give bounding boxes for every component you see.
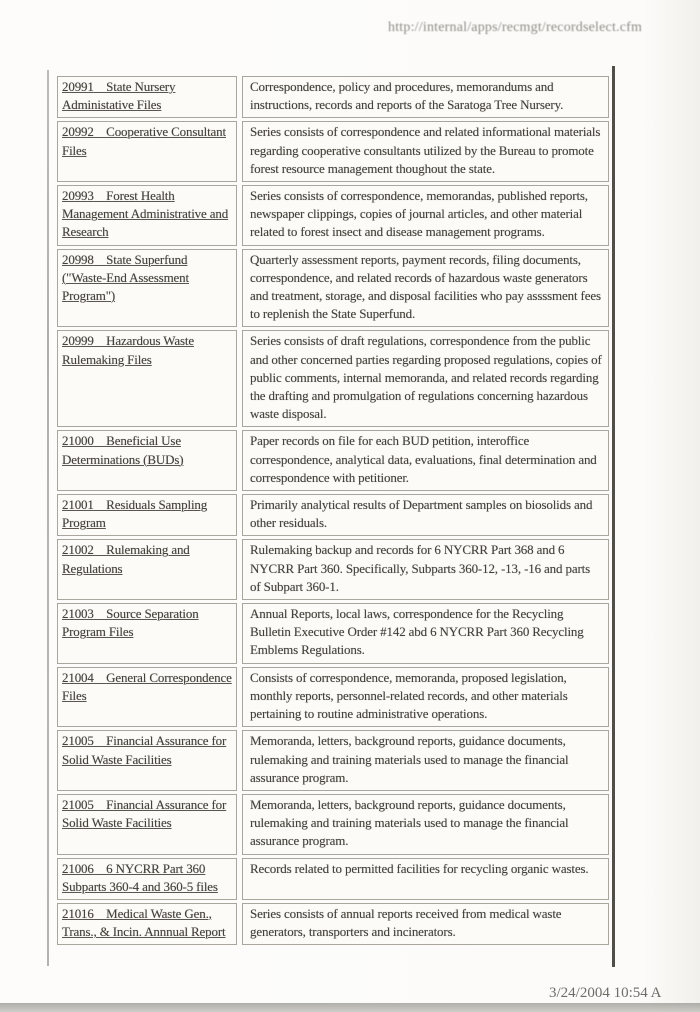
scan-edge-line xyxy=(47,70,49,966)
record-series-cell xyxy=(57,430,237,491)
record-description-cell xyxy=(242,903,609,945)
record-series-title: State Nursery Administative Files xyxy=(62,79,176,113)
record-series-link xyxy=(62,670,232,703)
record-series-number: 20992 xyxy=(62,124,94,140)
record-series-number: 20999 xyxy=(62,333,94,349)
record-series-number: 21000 xyxy=(62,433,94,449)
record-series-title: General Correspondence Files xyxy=(62,669,232,703)
record-series-link xyxy=(62,188,228,239)
record-series-number: 21016 xyxy=(62,905,94,921)
record-description-cell xyxy=(242,858,609,900)
record-description-cell xyxy=(242,494,609,536)
record-description-cell xyxy=(242,667,609,728)
record-row xyxy=(57,185,609,246)
record-description: Correspondence, policy and procedures, memorandums and instructions, records and reports of the Saratoga Tree Nursery. xyxy=(250,79,564,113)
record-row xyxy=(57,794,609,855)
record-series-link xyxy=(62,606,199,639)
record-description: Consists of correspondence, memoranda, proposed legislation, monthly reports, personnel-related records, and other materials pertaining to routine administrative operations. xyxy=(250,669,568,722)
record-description: Quarterly assessment reports, payment records, filing documents, correspondence, and related records of hazardous waste generators and treatment, storage, and disposal facilities who pay assssment fees to replenish the State Superfund. xyxy=(250,251,601,322)
record-row xyxy=(57,903,609,945)
record-description-cell xyxy=(242,603,609,664)
record-description: Series consists of correspondence and related informational materials regarding cooperative consultants utilized by the Bureau to promote forest resource management thoughout the state. xyxy=(250,124,601,176)
record-series-link xyxy=(62,497,207,530)
record-description-cell xyxy=(242,539,609,600)
record-description-cell xyxy=(242,249,609,328)
record-series-link xyxy=(62,906,226,939)
record-series-cell xyxy=(57,249,237,328)
record-row xyxy=(57,539,609,600)
record-row xyxy=(57,494,609,536)
record-description-cell xyxy=(242,330,609,427)
record-row xyxy=(57,603,609,664)
record-series-number: 21005 xyxy=(62,733,94,749)
record-series-cell xyxy=(57,903,237,945)
scan-bottom-band xyxy=(0,1003,700,1012)
record-series-link xyxy=(62,124,226,157)
record-series-number: 20998 xyxy=(62,251,94,267)
record-series-cell xyxy=(57,494,237,536)
record-description: Primarily analytical results of Department samples on biosolids and other residuals. xyxy=(250,497,593,531)
record-row xyxy=(57,430,609,491)
record-description: Memoranda, letters, background reports, guidance documents, rulemaking and training materials used to manage the financial assurance program. xyxy=(250,796,569,849)
record-description: Series consists of annual reports received from medical waste generators, transporters and incinerators. xyxy=(250,905,562,940)
record-row xyxy=(57,858,609,900)
record-series-cell xyxy=(57,603,237,664)
record-series-link xyxy=(62,542,190,575)
record-series-title: Beneficial Use Determinations (BUDs) xyxy=(62,433,184,467)
record-description: Paper records on file for each BUD petition, interoffice correspondence, analytical data, evaluations, final determination and correspondence with petitioner. xyxy=(250,433,597,485)
record-series-link xyxy=(62,252,189,303)
record-description: Records related to permitted facilities for recycling organic wastes. xyxy=(250,860,589,876)
record-description-cell xyxy=(242,430,609,491)
record-series-link xyxy=(62,733,226,766)
record-description: Series consists of correspondence, memorandas, published reports, newspaper clippings, copies of journal articles, and other material related to forest insect and disease management programs. xyxy=(250,188,588,240)
record-series-title: Cooperative Consultant Files xyxy=(62,124,226,158)
table-right-rule xyxy=(612,66,615,967)
record-series-title: Hazardous Waste Rulemaking Files xyxy=(62,333,194,367)
record-series-title: Medical Waste Gen., Trans., & Incin. Annnual Report xyxy=(62,905,226,940)
record-series-number: 21002 xyxy=(62,542,94,558)
record-series-number: 20991 xyxy=(62,79,94,94)
record-description-cell xyxy=(242,730,609,791)
record-row xyxy=(57,76,609,118)
record-series-cell xyxy=(57,667,237,728)
record-row xyxy=(57,667,609,728)
record-series-title: 6 NYCRR Part 360 Subparts 360-4 and 360-5 files xyxy=(62,860,218,894)
record-series-number: 21004 xyxy=(62,669,94,685)
record-description-cell xyxy=(242,76,609,118)
record-row xyxy=(57,249,609,328)
record-row xyxy=(57,730,609,791)
record-series-link xyxy=(62,797,226,830)
record-description: Memoranda, letters, background reports, guidance documents, rulemaking and training materials used to manage the financial assurance program. xyxy=(250,733,569,785)
print-footer-timestamp: 3/24/2004 10:54 A xyxy=(549,985,662,1001)
record-series-number: 21001 xyxy=(62,497,94,513)
record-description: Annual Reports, local laws, correspondence for the Recycling Bulletin Executive Order #142 abd 6 NYCRR Part 360 Recycling Emblems Regulations. xyxy=(250,606,584,658)
records-table xyxy=(57,76,609,945)
print-header-url: http://internal/apps/recmgt/recordselect.cfm xyxy=(388,20,643,35)
record-description-cell xyxy=(242,185,609,246)
record-series-link xyxy=(62,433,183,466)
record-series-cell xyxy=(57,730,237,791)
record-row xyxy=(57,121,609,182)
record-series-number: 20993 xyxy=(62,188,94,204)
record-series-number: 21006 xyxy=(62,860,94,876)
record-series-title: Residuals Sampling Program xyxy=(62,497,208,531)
record-series-title: Rulemaking and Regulations xyxy=(62,542,190,576)
record-series-cell xyxy=(57,858,237,900)
record-series-cell xyxy=(57,76,237,118)
record-series-link xyxy=(62,79,175,112)
record-series-cell xyxy=(57,794,237,855)
record-series-title: Financial Assurance for Solid Waste Facilities xyxy=(62,796,227,831)
record-series-title: Source Separation Program Files xyxy=(62,606,199,640)
record-series-number: 21005 xyxy=(62,796,94,812)
record-description: Rulemaking backup and records for 6 NYCRR Part 368 and 6 NYCRR Part 360. Specifically, Subparts 360-12, -13, -16 and parts of Subpart 360-1. xyxy=(250,542,590,594)
record-series-title: Financial Assurance for Solid Waste Facilities xyxy=(62,733,227,767)
record-description: Series consists of draft regulations, correspondence from the public and other concerned parties regarding proposed regulations, copies of public comments, internal memoranda, and related records regarding the drafting and promulgation of regulations concerning hazardous waste disposal. xyxy=(250,333,602,422)
record-series-number: 21003 xyxy=(62,606,94,622)
record-description-cell xyxy=(242,794,609,855)
record-series-link xyxy=(62,333,194,366)
record-series-title: Forest Health Management Administrative and Research xyxy=(62,188,229,240)
record-description-cell xyxy=(242,121,609,182)
record-series-cell xyxy=(57,539,237,600)
record-series-cell xyxy=(57,121,237,182)
record-series-title: State Superfund ("Waste-End Assessment Program") xyxy=(62,251,189,304)
record-row xyxy=(57,330,609,427)
record-series-link xyxy=(62,861,218,894)
record-series-cell xyxy=(57,185,237,246)
record-series-cell xyxy=(57,330,237,427)
